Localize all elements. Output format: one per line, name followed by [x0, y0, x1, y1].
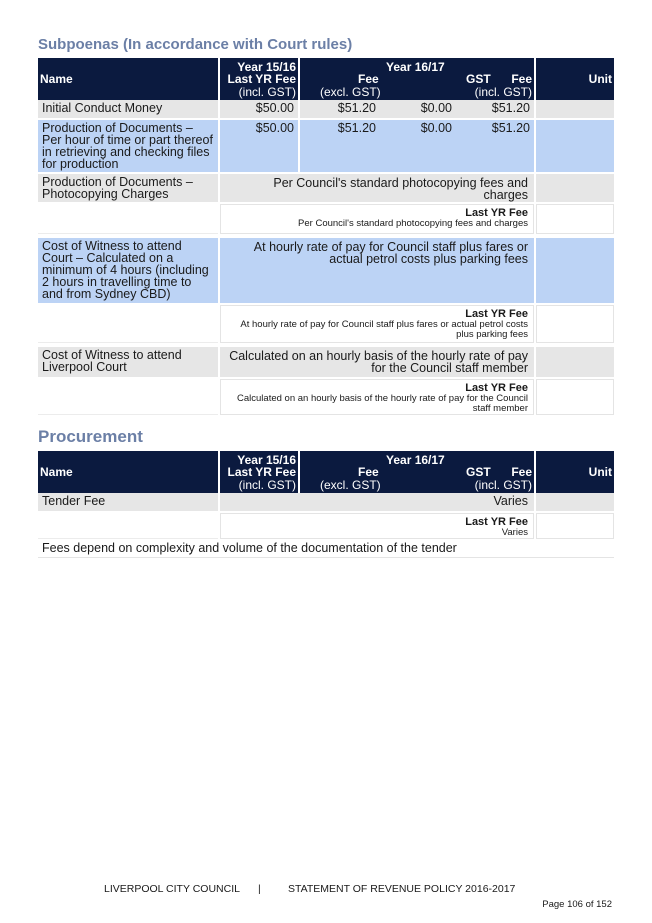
last-yr-box [220, 305, 534, 343]
row-fee-excl: $51.20 [337, 121, 376, 135]
last-yr-label: Last YR Fee [465, 207, 528, 219]
last-yr-unit [536, 379, 614, 415]
footer-doc-title: STATEMENT OF REVENUE POLICY 2016-2017 [288, 883, 516, 895]
header-incl-gst-2: (incl. GST) [474, 85, 532, 99]
header-fee-excl: Fee [358, 72, 379, 86]
section-title-subpoenas: Subpoenas (In accordance with Court rules) [38, 36, 353, 53]
row-unit [536, 493, 614, 511]
row-fee-excl: $51.20 [337, 101, 376, 115]
row-fee-text: Per Council's standard photocopying fees and charges [220, 174, 534, 202]
header-name: Name [40, 465, 73, 479]
header-gst: GST [466, 72, 491, 86]
last-yr-label: Last YR Fee [465, 308, 528, 320]
header-excl-gst: (excl. GST) [320, 478, 381, 492]
table-header-procurement [38, 451, 614, 493]
row-fee-group [300, 100, 534, 118]
header-year-curr: Year 16/17 [386, 60, 445, 74]
page-number: Page 106 of 152 [542, 899, 612, 910]
header-last-yr-fee: Last YR Fee [227, 72, 296, 86]
header-fee-excl: Fee [358, 465, 379, 479]
row-fee-text: Varies [220, 493, 534, 511]
header-gst: GST [466, 465, 491, 479]
row-name: Cost of Witness to attend Court – Calculated on a minimum of 4 hours (including 2 hours in travelling time to and from Sydney CBD) [38, 238, 218, 303]
last-yr-label: Last YR Fee [465, 516, 528, 528]
header-year-curr: Year 16/17 [386, 453, 445, 467]
last-yr-box [220, 379, 534, 415]
row-name: Cost of Witness to attend Liverpool Court [38, 347, 218, 377]
row-gst: $0.00 [420, 101, 452, 115]
row-unit [536, 174, 614, 202]
header-name: Name [40, 72, 73, 86]
row-last-yr-fee: $50.00 [220, 100, 298, 118]
header-unit: Unit [588, 72, 612, 86]
row-name: Production of Documents – Per hour of time or part thereof in retrieving and checking files for production [38, 120, 218, 172]
row-spacer [38, 379, 218, 415]
header-incl-gst: (incl. GST) [238, 85, 296, 99]
last-yr-text: Varies [501, 527, 528, 538]
row-spacer [38, 305, 218, 343]
last-yr-unit [536, 305, 614, 343]
row-name: Production of Documents – Photocopying Charges [38, 174, 218, 202]
last-yr-label: Last YR Fee [465, 382, 528, 394]
row-unit [536, 347, 614, 377]
last-yr-box [220, 204, 534, 234]
row-unit [536, 100, 614, 118]
header-incl-gst: (incl. GST) [238, 478, 296, 492]
row-name: Initial Conduct Money [38, 100, 218, 118]
row-fee-incl: $51.20 [491, 121, 530, 135]
row-spacer [38, 204, 218, 234]
header-fee-incl: Fee [511, 465, 532, 479]
procurement-note: Fees depend on complexity and volume of the documentation of the tender [38, 540, 614, 558]
row-fee-incl: $51.20 [491, 101, 530, 115]
header-incl-gst-2: (incl. GST) [474, 478, 532, 492]
row-fee-text: At hourly rate of pay for Council staff plus fares or actual petrol costs plus parking fees [220, 238, 534, 303]
last-yr-text: At hourly rate of pay for Council staff plus fares or actual petrol costs plus parking fees [240, 319, 528, 340]
last-yr-text: Per Council's standard photocopying fees and charges [298, 218, 528, 229]
row-name: Tender Fee [38, 493, 218, 511]
section-title-procurement: Procurement [38, 427, 143, 446]
header-unit: Unit [588, 465, 612, 479]
header-year-prev: Year 15/16 [237, 453, 296, 467]
header-excl-gst: (excl. GST) [320, 85, 381, 99]
last-yr-box [220, 513, 534, 539]
last-yr-unit [536, 513, 614, 539]
row-spacer [38, 513, 218, 539]
footer-separator: | [258, 883, 261, 895]
row-fee-text: Calculated on an hourly basis of the hourly rate of pay for the Council staff member [220, 347, 534, 377]
table-header-subpoenas [38, 58, 614, 100]
header-year-prev: Year 15/16 [237, 60, 296, 74]
last-yr-unit [536, 204, 614, 234]
header-fee-incl: Fee [511, 72, 532, 86]
footer-org: LIVERPOOL CITY COUNCIL [104, 883, 240, 895]
row-unit [536, 120, 614, 172]
row-fee-group [300, 120, 534, 172]
last-yr-text: Calculated on an hourly basis of the hourly rate of pay for the Council staff member [237, 393, 528, 414]
header-last-yr-fee: Last YR Fee [227, 465, 296, 479]
row-gst: $0.00 [420, 121, 452, 135]
row-unit [536, 238, 614, 303]
row-last-yr-fee: $50.00 [220, 120, 298, 172]
